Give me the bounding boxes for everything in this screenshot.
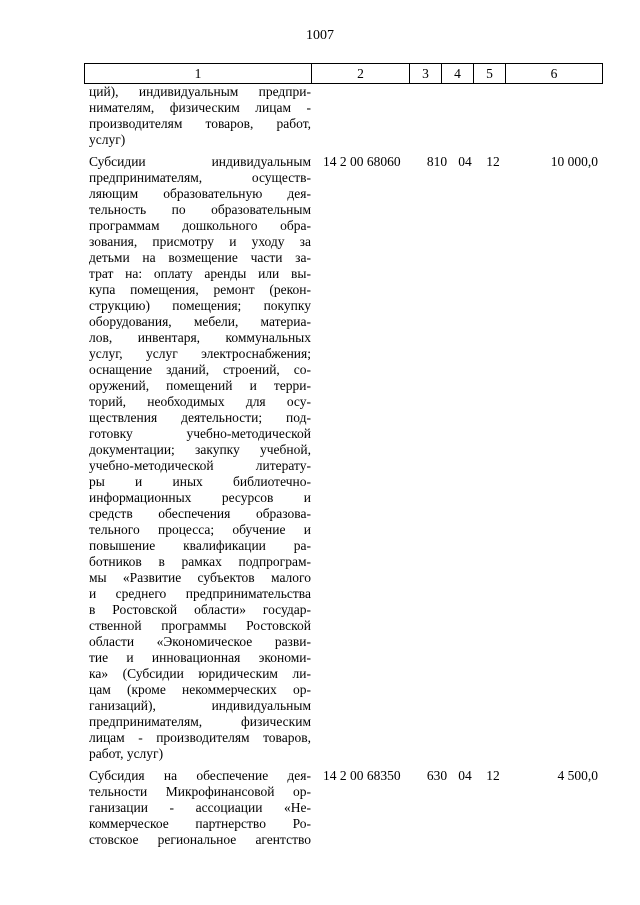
column-header-4: 4 [442,64,474,84]
text-line: средств обеспечения образова- [89,506,311,521]
text-line: производителям товаров, работ, [89,116,311,131]
cell-expense-type: 630 [426,768,448,783]
text-line: ка» (Субсидии юридическим ли- [89,666,311,681]
text-line: ществления деятельности; под- [89,410,311,425]
row-description [84,768,311,848]
text-line: трат на: оплату аренды или вы- [89,266,311,281]
text-line: ганизаций), индивидуальным [89,698,311,713]
column-header-table [84,63,603,84]
text-line: готовку учебно-методической [89,426,311,441]
text-line: стовское региональное агентство [89,832,311,847]
column-header-2: 2 [312,64,410,84]
text-line: нимателям, физическим лицам - [89,100,311,115]
text-line: купа помещения, ремонт (рекон- [89,282,311,297]
text-line: услуг) [89,132,126,147]
text-line: области «Экономическое разви- [89,634,311,649]
cell-expense-type: 810 [426,154,448,169]
text-line: мы «Развитие субъектов малого [89,570,311,585]
table-row [84,768,602,858]
text-line: документации; закупку учебной, [89,442,311,457]
text-line: ляющим образовательную дея- [89,186,311,201]
text-line: информационных ресурсов и [89,490,311,505]
cell-subsection: 12 [486,154,500,169]
continuation-text [84,84,311,148]
page-number: 1007 [306,28,334,43]
text-line: ботников в рамках подпрограм- [89,554,311,569]
text-line: предпринимателям, физическим [89,714,311,729]
text-line: Субсидия на обеспечение дея- [89,768,311,783]
text-line: коммерческое партнерство Ро- [89,816,311,831]
column-header-6: 6 [506,64,603,84]
text-line: услуг, услуг электроснабжения; [89,346,311,361]
cell-amount: 4 500,0 [557,768,598,783]
column-header-5: 5 [474,64,506,84]
text-line: Субсидии индивидуальным [89,154,311,169]
text-line: тельность по образовательным [89,202,311,217]
text-line: оружений, помещений и терри- [89,378,311,393]
text-line: программам дошкольного обра- [89,218,311,233]
text-line: предпринимателям, осуществ- [89,170,311,185]
text-line: тие и инновационная экономи- [89,650,311,665]
cell-amount: 10 000,0 [550,154,598,169]
cell-section: 04 [458,154,472,169]
text-line: ганизации - ассоциации «Не- [89,800,311,815]
column-header-1: 1 [85,64,312,84]
text-line: работ, услуг) [89,746,164,761]
text-line: лицам - производителям товаров, [89,730,311,745]
continuation-row [84,84,602,154]
budget-rows [84,84,602,858]
text-line: ры и иных библиотечно- [89,474,311,489]
row-description [84,154,311,762]
text-line: тельного процесса; обучение и [89,522,311,537]
text-line: оборудования, мебели, материа- [89,314,311,329]
column-header-3: 3 [410,64,442,84]
text-line: тельности Микрофинансовой ор- [89,784,311,799]
text-line: торий, необходимых для осу- [89,394,311,409]
cell-code: 14 2 00 68350 [323,768,401,783]
text-line: повышение квалификации ра- [89,538,311,553]
table-row [84,154,602,768]
text-line: струкцию) помещения; покупку [89,298,311,313]
text-line: в Ростовской области» государ- [89,602,311,617]
text-line: лов, инвентаря, коммунальных [89,330,311,345]
cell-subsection: 12 [486,768,500,783]
text-line: ственной программы Ростовской [89,618,311,633]
text-line: оснащение зданий, строений, со- [89,362,311,377]
text-line: зования, присмотру и уходу за [89,234,311,249]
cell-code: 14 2 00 68060 [323,154,401,169]
cell-section: 04 [458,768,472,783]
text-line: и среднего предпринимательства [89,586,311,601]
text-line: детьми на возмещение части за- [89,250,311,265]
column-header-row [85,64,603,84]
text-line: цам (кроме некоммерческих ор- [89,682,311,697]
text-line: ций), индивидуальным предпри- [89,84,311,99]
text-line: учебно-методической литерату- [89,458,311,473]
